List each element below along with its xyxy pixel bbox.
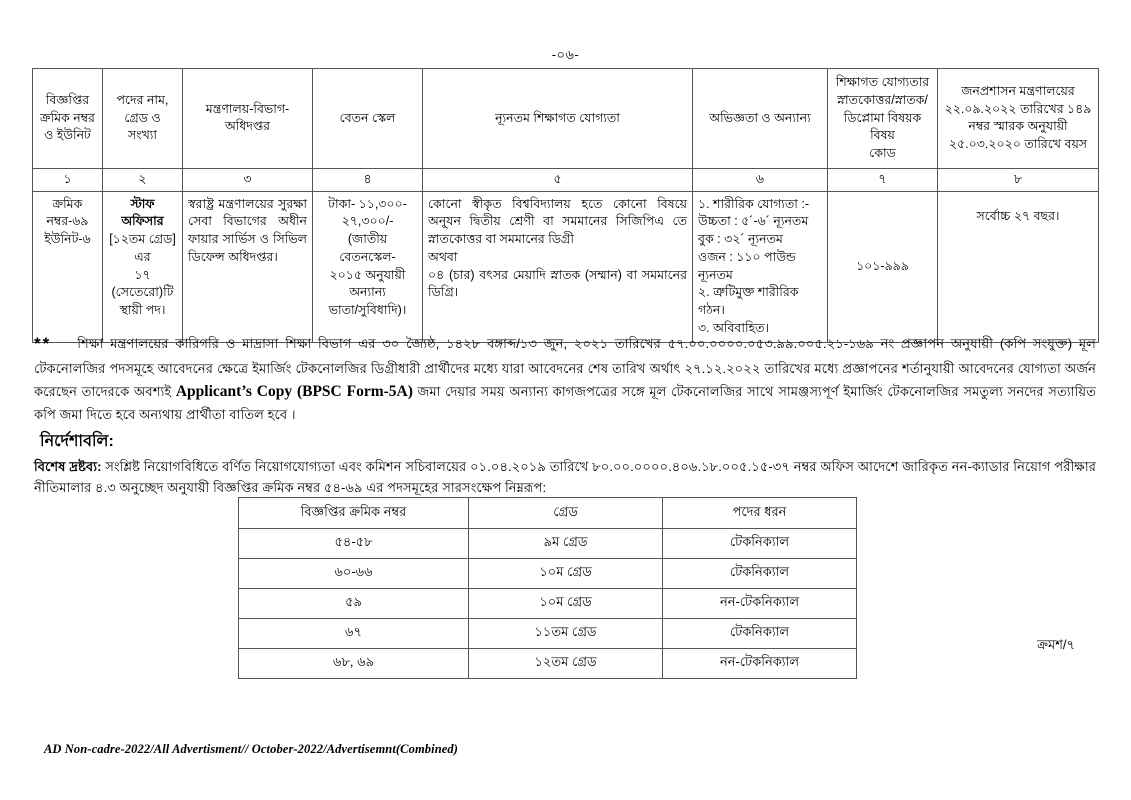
summary-cell-post-type: টেকনিক্যাল (663, 559, 857, 589)
header-line: শিক্ষাগত যোগ্যতার (835, 75, 930, 89)
summary-cell-grade: ১১তম গ্রেড (469, 619, 663, 649)
header-line: সংখ্যা (127, 128, 158, 143)
header-post-name (103, 69, 183, 169)
header-line: বিজ্ঞপ্তির (45, 92, 90, 107)
job-circular-table (32, 68, 1099, 343)
experience-line: ওজন : ১১০ পাউন্ড ন্যূনতম (698, 249, 796, 282)
column-number: ৪ (313, 168, 423, 191)
special-note-text: সংশ্লিষ্ট নিয়োগবিধিতে বর্ণিত নিয়োগযোগ্যতা এবং কমিশন সচিবালয়ের ০১.০৪.২০১৯ তারিখে ৮০.০০.০০০০.৪০৬.১৮.০০৫.১৫-৩৭ নম্বর অফিস আদেশে জারিকৃত নন-ক্যাডার নিয়োগ পরীক্ষার নীতিমালার ৪.৩ অনুচ্ছেদ অনুযায়ী বিজ্ঞপ্তির ক্রমিক নম্বর ৫৪-৬৯ এর পদসমূহের সারসংক্ষেপ নিম্নরূপ: (34, 459, 1097, 496)
summary-cell-post-type: নন-টেকনিক্যাল (663, 589, 857, 619)
experience-line: ২. ত্রুটিমুক্ত শারীরিক গঠন। (698, 285, 799, 317)
summary-cell-grade: ১২তম গ্রেড (469, 649, 663, 679)
serial-line: ইউনিট-৬ (44, 232, 91, 246)
summary-header-grade: গ্রেড (469, 498, 663, 529)
table-row (239, 559, 857, 589)
summary-cell-post-type: নন-টেকনিক্যাল (663, 649, 857, 679)
summary-cell-serial: ৬০-৬৬ (239, 559, 469, 589)
summary-cell-grade: ১০ম গ্রেড (469, 589, 663, 619)
serial-line: নম্বর-৬৯ (46, 214, 89, 229)
cell-post-name (103, 191, 183, 342)
pay-line: ২০১৫ অনুযায়ী (329, 267, 406, 282)
summary-cell-grade: ৯ম গ্রেড (469, 529, 663, 559)
table-header-row (33, 69, 1099, 169)
column-number: ৭ (828, 168, 938, 191)
header-line: ২৫.০৩.২০২০ তারিখে বয়স (948, 137, 1088, 152)
column-number: ৬ (693, 168, 828, 191)
column-number: ২ (103, 168, 183, 191)
post-line: (সেতেরো)টি (111, 285, 174, 300)
header-line: কোড (869, 146, 896, 160)
column-number-row (33, 168, 1099, 191)
education-alternative-label: অথবা (428, 249, 458, 264)
post-title: স্টাফ অফিসার (121, 196, 164, 229)
summary-cell-serial: ৫৯ (239, 589, 469, 619)
cell-subject-code: ১০১-৯৯৯ (828, 191, 938, 342)
cell-ministry: স্বরাষ্ট্র মন্ত্রণালয়ের সুরক্ষা সেবা বিভাগের অধীন ফায়ার সার্ভিস ও সিভিল ডিফেন্স অধিদপ্তর। (183, 191, 313, 342)
header-pay-scale (313, 69, 423, 169)
header-line: মন্ত্রণালয়-বিভাগ- (205, 101, 290, 116)
pay-line: (জাতীয় বেতনস্কেল- (339, 232, 396, 264)
pay-line: ২৭,৩০০/- (341, 214, 394, 229)
header-subject-code (828, 69, 938, 169)
column-number: ৫ (423, 168, 693, 191)
experience-line: ৩. অবিবাহিত। (698, 320, 770, 335)
cell-age-limit: সর্বোচ্চ ২৭ বছর। (938, 191, 1099, 342)
pay-line: টাকা- ১১,৩০০- (328, 196, 407, 211)
cell-education (423, 191, 693, 342)
education-primary: কোনো স্বীকৃত বিশ্ববিদ্যালয় হতে কোনো বিষয়ে অনূ্যন দ্বিতীয় শ্রেণী বা সমমানের সিজিপিএ তে স্নাতকোত্তর বা সমমানের ডিগ্রী (428, 196, 687, 246)
document-footer-reference: AD Non-cadre-2022/All Advertisment// October-2022/Advertisemnt(Combined) (44, 742, 459, 756)
cell-serial-unit (33, 191, 103, 342)
experience-line: ১. শারীরিক যোগ্যতা :- (698, 196, 810, 211)
header-ministry (183, 69, 313, 169)
header-line: অধিদপ্তর (224, 119, 271, 134)
serial-line: ক্রমিক (52, 196, 83, 211)
note-asterisk-marker: ** (34, 334, 52, 353)
table-row (239, 529, 857, 559)
header-line: ন্যূনতম শিক্ষাগত যোগ্যতা (495, 110, 620, 125)
summary-cell-serial: ৬৮, ৬৯ (239, 649, 469, 679)
header-line: গ্রেড ও (124, 110, 161, 125)
header-line: ডিপ্লোমা বিষয়ক বিষয় (843, 110, 922, 143)
page-number: -০৬- (551, 47, 580, 62)
header-experience (693, 69, 828, 169)
note-text-after: জমা দেয়ার সময় অন্যান্য কাগজপত্রের সঙ্গে মূল টেকনোলজির সাথে সামঞ্জস্যপূর্ণ ইমার্জিং টেকনোলজির সমতুল্য সনদের সত্যায়িত কপি জমা দিতে হবে অন্যথায় প্রার্থীতা বাতিল হবে । (34, 383, 1097, 423)
header-line: ২২.০৯.২০২২ তারিখের ১৪৯ (944, 101, 1092, 116)
summary-cell-serial: ৬৭ (239, 619, 469, 649)
pay-line: ভাতা/সুবিধাদি)। (328, 303, 407, 317)
post-line: ১৭ (134, 267, 151, 282)
header-line: পদের নাম, (116, 92, 169, 107)
header-line: ও ইউনিট (44, 128, 91, 143)
column-number: ১ (33, 168, 103, 191)
post-line: স্থায়ী পদ। (119, 303, 166, 317)
column-number: ৩ (183, 168, 313, 191)
pay-line: অন্যান্য (349, 285, 386, 300)
education-secondary: ০৪ (চার) বৎসর মেয়াদি স্নাতক (সম্মান) বা সমমানের ডিগ্রি। (428, 267, 687, 300)
header-line: জনপ্রশাসন মন্ত্রণালয়ের (961, 83, 1075, 98)
table-row (239, 589, 857, 619)
note-text-before: শিক্ষা মন্ত্রণালয়ের কারিগরি ও মাদ্রাসা শিক্ষা বিভাগ এর ৩০ জ্যৈষ্ঠ, ১৪২৮ বঙ্গাব্দ/১৩ জুন, ২০২১ তারিখের ৫৭.০০.০০০০.০৫৩.৯৯.০০৫.২১-১৬৯ নং প্রজ্ঞাপন অনুযায়ী (কপি সংযুক্ত) মূল টেকনোলজির পদসমূহে আবেদনের ক্ষেত্রে ইমার্জিং টেকনোলজির ডিগ্রীধারী প্রার্থীদের মধ্যে যারা আবেদনের শেষ তারিখ অর্থাৎ ২৭.১২.২০২২ তারিখের মধ্যে প্রজ্ঞাপনের শর্তানুযায়ী আবেদনের যোগ্যতা অর্জন করেছেন তাদেরকে অবশ্যই (34, 336, 1096, 399)
experience-line: বুক : ৩২´ ন্যূনতম (698, 232, 783, 246)
table-row (33, 191, 1099, 342)
instructions-heading: নির্দেশাবলি: (40, 433, 114, 450)
summary-cell-serial: ৫৪-৫৮ (239, 529, 469, 559)
header-serial-unit (33, 69, 103, 169)
special-note-label: বিশেষ দ্রষ্টব্য: (34, 459, 102, 474)
header-education (423, 69, 693, 169)
applicant-copy-form-label: Applicant’s Copy (BPSC Form-5A) (175, 382, 413, 400)
summary-cell-post-type: টেকনিক্যাল (663, 619, 857, 649)
header-line: নম্বর স্মারক অনুযায়ী (968, 119, 1068, 134)
summary-header-serial: বিজ্ঞপ্তির ক্রমিক নম্বর (239, 498, 469, 529)
header-age-limit (938, 69, 1099, 169)
experience-line: উচ্চতা : ৫´-৬´ ন্যূনতম (698, 214, 809, 229)
summary-cell-post-type: টেকনিক্যাল (663, 529, 857, 559)
header-line: অভিজ্ঞতা ও অন্যান্য (709, 110, 811, 125)
cell-pay-scale (313, 191, 423, 342)
column-number: ৮ (938, 168, 1099, 191)
special-note-paragraph (34, 456, 1096, 499)
header-line: ক্রমিক নম্বর (40, 110, 95, 125)
header-line: বেতন স্কেল (339, 110, 396, 125)
cell-experience (693, 191, 828, 342)
post-line: [১২তম গ্রেড] (109, 232, 176, 246)
summary-header-post-type: পদের ধরন (663, 498, 857, 529)
continued-marker: ক্রমশ/৭ (1037, 637, 1075, 652)
header-line: স্নাতকোত্তর/স্নাতক/ (837, 92, 928, 107)
summary-header-row (239, 498, 857, 529)
emerging-technology-note (34, 330, 1096, 425)
post-line: এর (134, 249, 151, 264)
summary-cell-grade: ১০ম গ্রেড (469, 559, 663, 589)
